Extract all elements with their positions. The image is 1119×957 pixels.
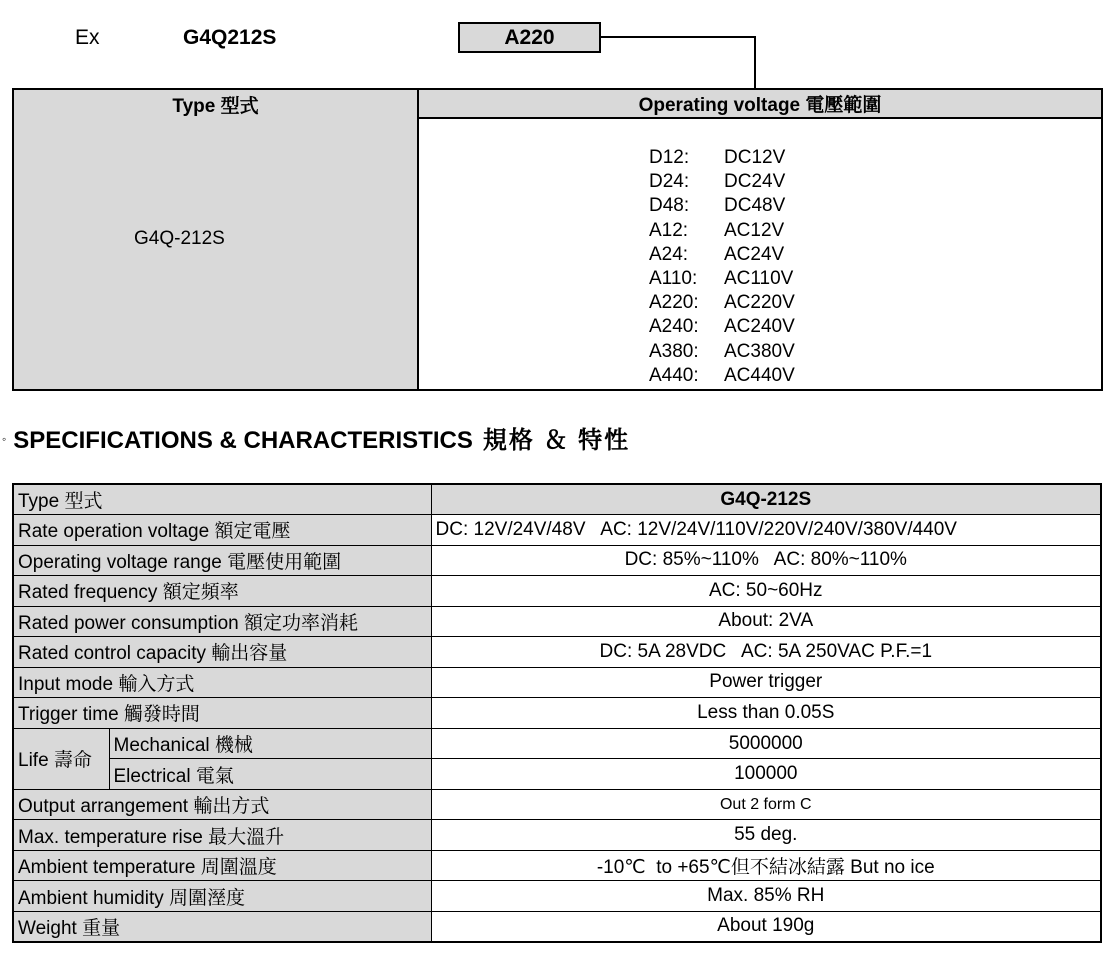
voltage-option-value: AC220V — [724, 292, 795, 314]
voltage-option-value: AC240V — [724, 316, 795, 338]
spec-row — [13, 637, 1101, 668]
type-column — [14, 90, 419, 389]
heading-bullet-icon: ◦ — [2, 432, 7, 446]
voltage-option-value: DC24V — [724, 171, 786, 193]
type-column-header: Type 型式 — [172, 96, 259, 117]
operating-voltage-header: Operating voltage 電壓範圍 — [419, 90, 1101, 119]
voltage-option-value: AC12V — [724, 219, 785, 241]
spec-value-cell: AC: 50~60Hz — [431, 576, 1101, 607]
spec-row — [13, 484, 1101, 515]
spec-label-cell: Ambient temperature 周圍溫度 — [13, 850, 431, 881]
spec-value-cell: 5000000 — [431, 728, 1101, 759]
voltage-option-value: AC440V — [724, 364, 795, 386]
spec-value-cell: -10℃ to +65℃但不結冰結露 But no ice — [431, 850, 1101, 881]
example-label: Ex — [75, 26, 100, 49]
spec-label-cell: Input mode 輸入方式 — [13, 667, 431, 698]
voltage-option-row — [649, 267, 1101, 291]
voltage-option-value: DC48V — [724, 195, 786, 217]
spec-row — [13, 789, 1101, 820]
life-group-cell: Life 壽命 — [13, 728, 109, 789]
spec-label-cell: Max. temperature rise 最大溫升 — [13, 820, 431, 851]
spec-label-cell: Trigger time 觸發時間 — [13, 698, 431, 729]
spec-label-cell: Rated frequency 額定頻率 — [13, 576, 431, 607]
section-title-en: SPECIFICATIONS & CHARACTERISTICS — [13, 427, 473, 454]
voltage-option-row — [649, 194, 1101, 218]
voltage-option-code: A220: — [649, 292, 699, 314]
voltage-option-row — [649, 291, 1101, 315]
spec-row — [13, 820, 1101, 851]
spec-row — [13, 606, 1101, 637]
voltage-option-code: A240: — [649, 316, 699, 338]
voltage-option-code: D24: — [649, 171, 690, 193]
spec-label-cell: Rated power consumption 額定功率消耗 — [13, 606, 431, 637]
spec-value-cell: Power trigger — [431, 667, 1101, 698]
spec-value-cell: About 190g — [431, 911, 1101, 942]
spec-row — [13, 576, 1101, 607]
voltage-option-code: A110: — [649, 268, 698, 290]
spec-value-cell: 55 deg. — [431, 820, 1101, 851]
spec-row — [13, 881, 1101, 912]
voltage-options-list — [419, 119, 1101, 388]
spec-label-cell: Mechanical 機械 — [109, 728, 431, 759]
voltage-option-code: A380: — [649, 340, 699, 362]
voltage-option-row — [649, 146, 1101, 170]
voltage-option-row — [649, 170, 1101, 194]
spec-label-cell: Rate operation voltage 額定電壓 — [13, 515, 431, 546]
spec-value-cell: DC: 85%~110% AC: 80%~110% — [431, 545, 1101, 576]
spec-value-cell: Max. 85% RH — [431, 881, 1101, 912]
specifications-table — [12, 483, 1102, 943]
voltage-option-row — [649, 364, 1101, 388]
spec-label-cell: Rated control capacity 輸出容量 — [13, 637, 431, 668]
spec-row — [13, 911, 1101, 942]
voltage-option-value: AC24V — [724, 243, 785, 265]
voltage-option-code: A440: — [649, 364, 699, 386]
type-value: G4Q-212S — [134, 228, 225, 249]
spec-value-cell: DC: 12V/24V/48V AC: 12V/24V/110V/220V/240V/380V/440V — [431, 515, 1101, 546]
spec-value-cell: About: 2VA — [431, 606, 1101, 637]
spec-label-cell: Output arrangement 輸出方式 — [13, 789, 431, 820]
spec-label-cell: Weight 重量 — [13, 911, 431, 942]
voltage-option-row — [649, 340, 1101, 364]
spec-label-cell: Operating voltage range 電壓使用範圍 — [13, 545, 431, 576]
voltage-code-box: A220 — [458, 22, 601, 53]
voltage-option-row — [649, 219, 1101, 243]
spec-row — [13, 667, 1101, 698]
spec-value-cell: Out 2 form C — [431, 789, 1101, 820]
spec-label-cell: Electrical 電氣 — [109, 759, 431, 790]
spec-row — [13, 698, 1101, 729]
connector-line-vertical — [754, 36, 756, 88]
spec-row — [13, 850, 1101, 881]
spec-value-cell: Less than 0.05S — [431, 698, 1101, 729]
spec-row — [13, 728, 1101, 759]
spec-row — [13, 545, 1101, 576]
spec-value-cell: 100000 — [431, 759, 1101, 790]
voltage-option-code: D12: — [649, 147, 690, 168]
spec-value-cell: G4Q-212S — [431, 484, 1101, 515]
operating-voltage-column — [419, 90, 1101, 389]
spec-label-cell: Type 型式 — [13, 484, 431, 515]
connector-line-horizontal — [601, 36, 756, 38]
voltage-option-value: AC110V — [724, 268, 794, 290]
spec-row — [13, 515, 1101, 546]
voltage-option-row — [649, 243, 1101, 267]
voltage-option-code: A12: — [649, 219, 689, 241]
spec-value-cell: DC: 5A 28VDC AC: 5A 250VAC P.F.=1 — [431, 637, 1101, 668]
spec-row — [13, 759, 1101, 790]
section-heading — [2, 420, 630, 455]
section-title-cjk: 規格 ＆ 特性 — [482, 427, 631, 454]
voltage-option-code: D48: — [649, 195, 690, 217]
example-type-code: G4Q212S — [183, 26, 277, 49]
model-voltage-table — [12, 88, 1103, 391]
voltage-option-value: DC12V — [724, 147, 786, 168]
voltage-option-code: A24: — [649, 243, 689, 265]
voltage-option-value: AC380V — [724, 340, 795, 362]
spec-label-cell: Ambient humidity 周圍溼度 — [13, 881, 431, 912]
voltage-option-row — [649, 315, 1101, 339]
